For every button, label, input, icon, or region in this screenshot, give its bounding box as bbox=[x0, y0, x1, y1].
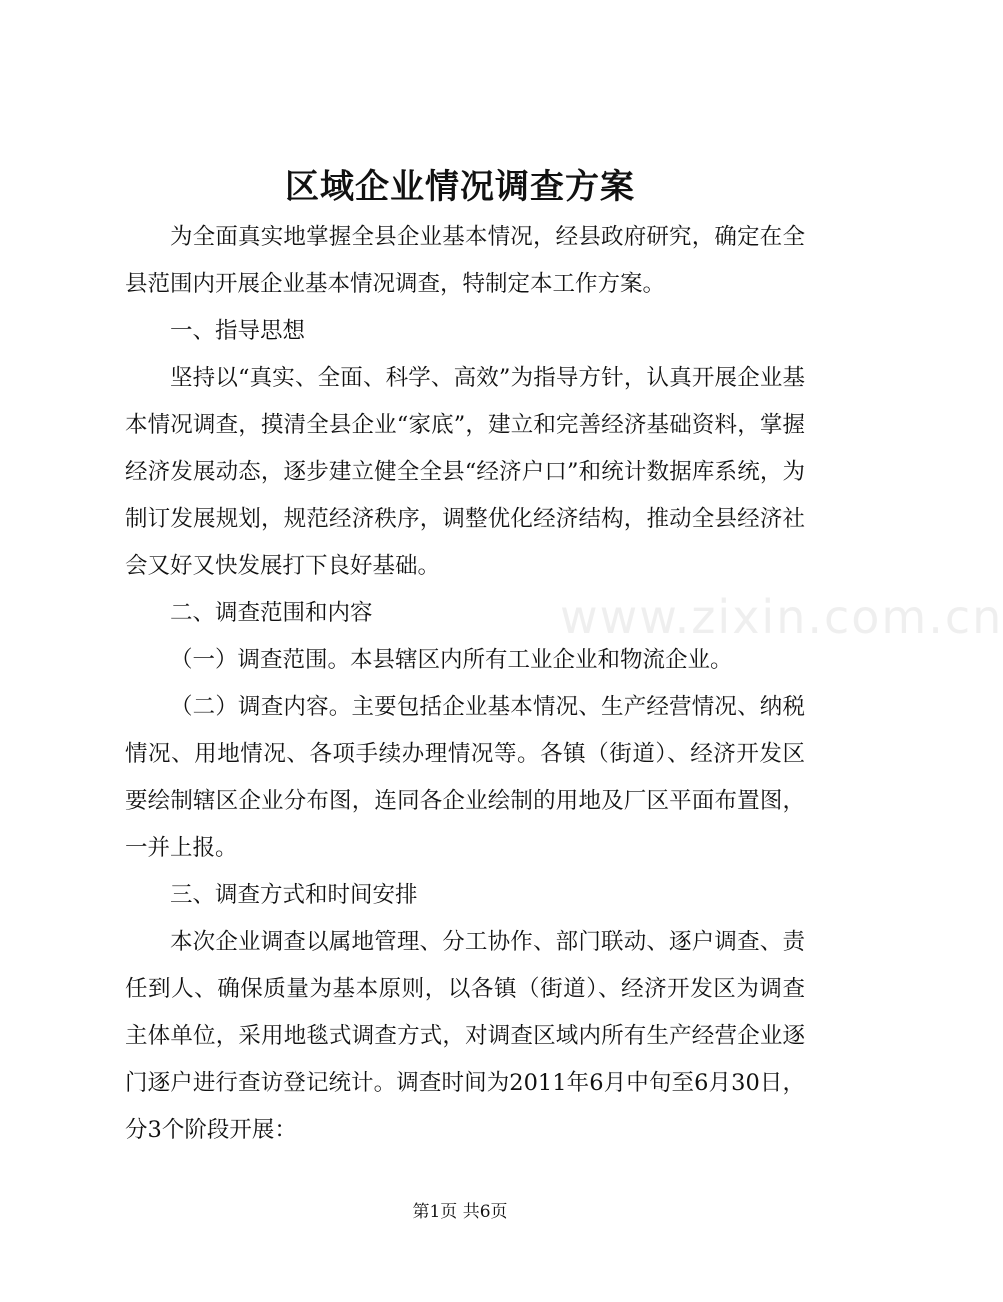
scope-paragraph: （一）调查范围。本县辖区内所有工业企业和物流企业。 bbox=[170, 647, 733, 673]
section-heading-guiding-thought: 一、指导思想 bbox=[170, 318, 306, 344]
intro-paragraph: 为全面真实地掌握全县企业基本情况，经县政府研究，确定在全县范围内开展企业基本情况调查，特制定本工作方案。 bbox=[125, 224, 805, 297]
method-paragraph: 本次企业调查以属地管理、分工协作、部门联动、逐户调查、责任到人、确保质量为基本原则，以各镇（街道）、经济开发区为调查主体单位，采用地毯式调查方式，对调查区域内所有生产经营企业逐门逐户进行查访登记统计。调查时间为2011年6月中旬至6月30日，分3个阶段开展： bbox=[125, 929, 805, 1143]
document-title: 区域企业情况调查方案 bbox=[285, 167, 635, 207]
page-footer: 第1页 共6页 bbox=[412, 1202, 508, 1222]
guiding-thought-paragraph: 坚持以“真实、全面、科学、高效”为指导方针，认真开展企业基本情况调查，摸清全县企业“家底”，建立和完善经济基础资料，掌握经济发展动态，逐步建立健全全县“经济户口”和统计数据库系统，为制订发展规划，规范经济秩序，调整优化经济结构，推动全县经济社会又好又快发展打下良好基础。 bbox=[125, 365, 805, 579]
section-heading-scope-content: 二、调查范围和内容 bbox=[170, 600, 373, 626]
section-heading-method-schedule: 三、调查方式和时间安排 bbox=[170, 882, 418, 908]
watermark: www.zixin.com.cn bbox=[560, 590, 1003, 644]
document-body bbox=[125, 214, 805, 1154]
content-paragraph: （二）调查内容。主要包括企业基本情况、生产经营情况、纳税情况、用地情况、各项手续办理情况等。各镇（街道）、经济开发区要绘制辖区企业分布图，连同各企业绘制的用地及厂区平面布置图，一并上报。 bbox=[125, 694, 805, 861]
